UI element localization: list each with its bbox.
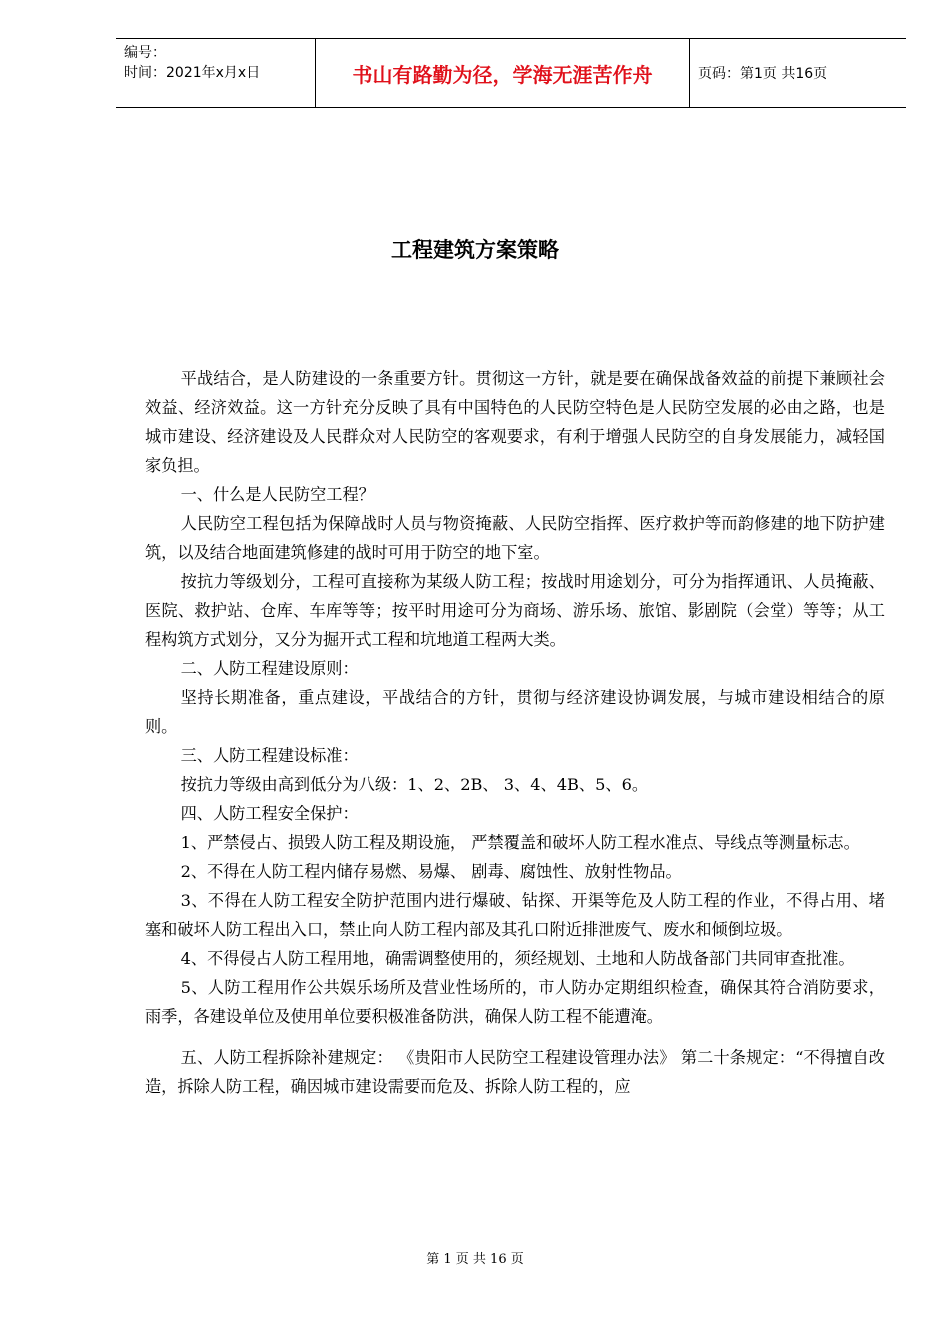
document-title: 工程建筑方案策略 [391,237,559,262]
section-heading: 四、人防工程安全保护： [180,804,359,823]
document-body [145,364,885,1101]
list-item: 4、不得侵占人防工程用地，确需调整使用的，须经规划、土地和人防战备部门共同审查批准。 [180,949,855,968]
paragraph: 按抗力等级划分，工程可直接称为某级人防工程；按战时用途划分，可分为指挥通讯、人员掩蔽、医院、救护站、仓库、车库等等；按平时用途可分为商场、游乐场、旅馆、影剧院（会堂）等等；从工程构筑方式划分，又分为掘开式工程和坑地道工程两大类。 [145,572,885,649]
header-meta [116,39,316,107]
paragraph: 平战结合，是人防建设的一条重要方针。贯彻这一方针，就是要在确保战备效益的前提下兼顾社会效益、经济效益。这一方针充分反映了具有中国特色的人民防空特色是人民防空发展的必由之路，也是城市建设、经济建设及人民群众对人民防空的客观要求，有利于增强人民防空的自身发展能力，减轻国家负担。 [145,369,885,475]
time-label: 时间：2021年x月x日 [124,65,261,81]
paragraph: 按抗力等级由高到低分为八级：1、2、2B、 3、4、4B、5、6。 [180,775,649,794]
number-label: 编号： [124,45,166,61]
section-heading: 一、什么是人民防空工程？ [180,485,375,504]
section-heading: 三、人防工程建设标准： [180,746,359,765]
section-heading: 五、人防工程拆除补建规定： 《贵阳市人民防空工程建设管理办法》 第二十条规定：“不得擅自改造，拆除人防工程，确因城市建设需要而危及、拆除人防工程的，应 [145,1048,885,1096]
paragraph: 坚持长期准备，重点建设，平战结合的方针，贯彻与经济建设协调发展，与城市建设相结合的原则。 [145,688,885,736]
list-item: 5、人防工程用作公共娱乐场所及营业性场所的，市人防办定期组织检查，确保其符合消防要求，雨季，各建设单位及使用单位要积极准备防洪，确保人防工程不能遭淹。 [145,978,885,1026]
list-item: 1、严禁侵占、损毁人防工程及期设施， 严禁覆盖和破坏人防工程水准点、导线点等测量标志。 [180,833,860,852]
list-item: 2、不得在人防工程内储存易燃、易爆、 剧毒、腐蚀性、放射性物品。 [180,862,682,881]
page-header [116,38,906,108]
page-footer: 第 1 页 共 16 页 [426,1252,524,1267]
paragraph: 人民防空工程包括为保障战时人员与物资掩蔽、人民防空指挥、医疗救护等而韵修建的地下防护建筑，以及结合地面建筑修建的战时可用于防空的地下室。 [145,514,885,562]
header-motto: 书山有路勤为径，学海无涯苦作舟 [316,39,690,107]
list-item: 3、不得在人防工程安全防护范围内进行爆破、钻探、开渠等危及人防工程的作业，不得占用、堵塞和破坏人防工程出入口，禁止向人防工程内部及其孔口附近排泄废气、废水和倾倒垃圾。 [145,891,885,939]
header-page-number: 页码：第1页 共16页 [698,66,828,82]
section-heading: 二、人防工程建设原则： [180,659,359,678]
